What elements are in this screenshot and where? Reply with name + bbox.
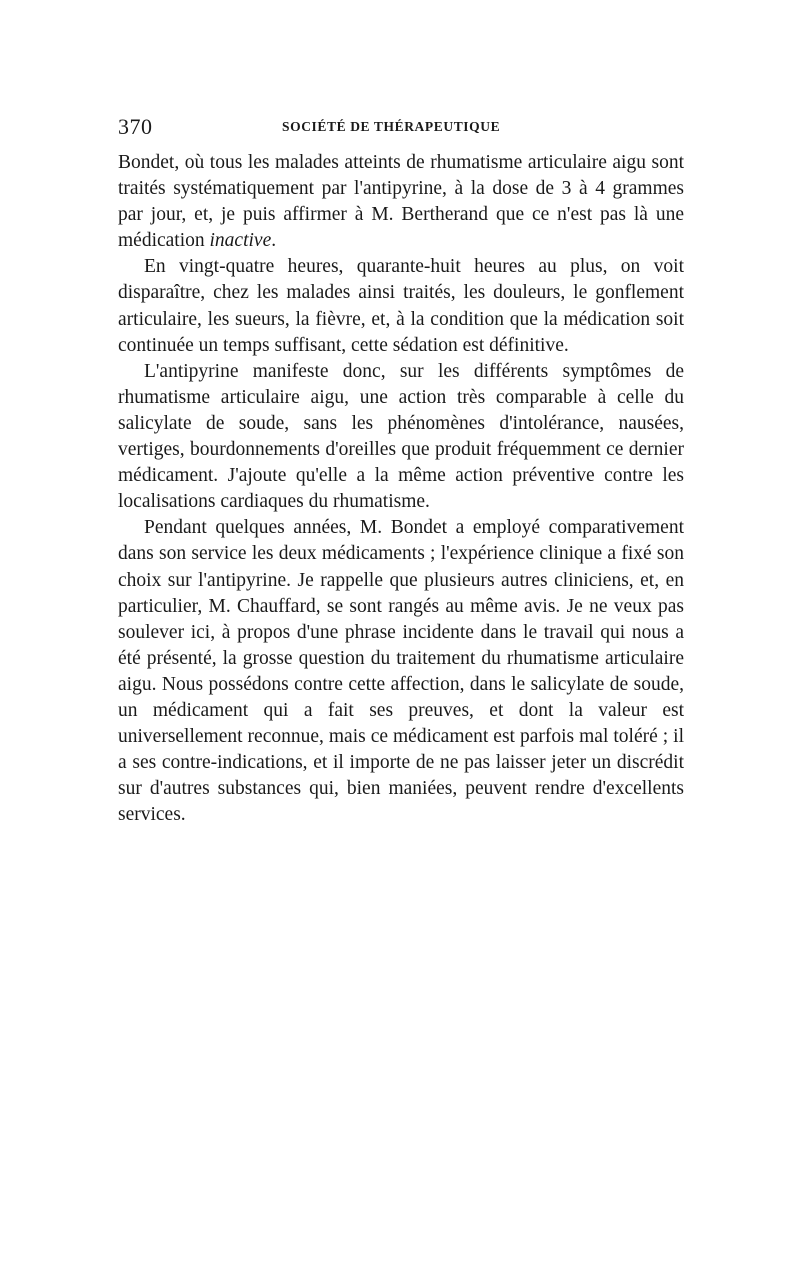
paragraph-2: En vingt-quatre heures, quarante-huit heures au plus, on voit disparaître, chez les malades ainsi traités, les douleurs, le gonflement articulaire, les sueurs, la fièvre, et, à la condition que la médication soit continuée un temps suffisant, cette sédation est définitive. bbox=[118, 256, 684, 356]
paragraph-1-text: Bondet, où tous les malades atteints de rhumatisme articulaire aigu sont traités systématiquement par l'antipyrine, à la dose de 3 à 4 grammes par jour, et, je puis affirmer à M. Bertherand que ce n'est pas là une médication bbox=[118, 152, 684, 252]
running-head bbox=[118, 114, 684, 144]
paragraph-3: L'antipyrine manifeste donc, sur les différents symptômes de rhumatisme articulaire aigu, une action très comparable à celle du salicylate de soude, sans les phénomènes d'intolérance, nausées, vertiges, bourdonnements d'oreilles que produit fréquemment ce dernier médicament. J'ajoute qu'elle a la même action préventive contre les localisations cardiaques du rhumatisme. bbox=[118, 360, 684, 513]
paragraph-1 bbox=[118, 150, 684, 254]
paragraph-4: Pendant quelques années, M. Bondet a employé comparativement dans son service les deux médicaments ; l'expérience clinique a fixé son choix sur l'antipyrine. Je rappelle que plusieurs autres cliniciens, et, en particulier, M. Chauffard, se sont rangés au même avis. Je ne veux pas soulever ici, à propos d'une phrase incidente dans le travail qui nous a été présenté, la grosse question du traitement du rhumatisme articulaire aigu. Nous possédons contre cette affection, dans le salicylate de soude, un médicament qui a fait ses preuves, et dont la valeur est universellement reconnue, mais ce médicament est parfois mal toléré ; il a ses contre-indications, et il importe de ne pas laisser jeter un discrédit sur d'autres substances qui, bien maniées, peuvent rendre d'excellents services. bbox=[118, 517, 684, 826]
paragraph-1-end: . bbox=[271, 230, 277, 252]
page-number: 370 bbox=[118, 114, 153, 139]
running-title: SOCIÉTÉ DE THÉRAPEUTIQUE bbox=[282, 119, 501, 134]
body-text bbox=[118, 150, 684, 828]
italic-word: inactive bbox=[209, 230, 272, 252]
